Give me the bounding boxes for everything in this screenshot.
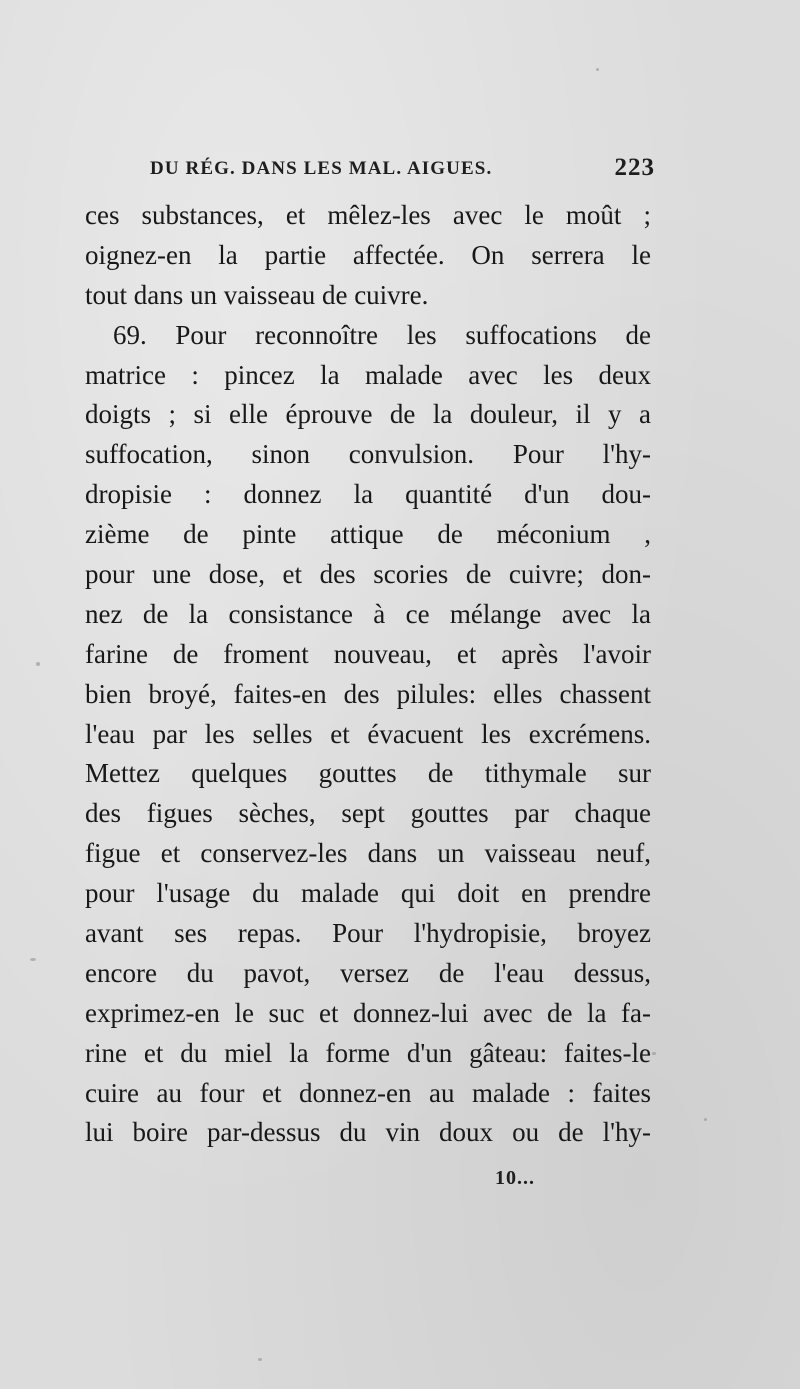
text-line: oignez-en la partie affectée. On serrera le bbox=[85, 239, 651, 270]
text-line: rine et du miel la forme d'un gâteau: faites-le bbox=[85, 1037, 651, 1068]
paper-speck bbox=[596, 68, 599, 71]
text-line: exprimez-en le suc et donnez-lui avec de la fa- bbox=[85, 997, 651, 1028]
text-line: bien broyé, faites-en des pilules: elles chassent bbox=[85, 678, 651, 709]
text-line: cuire au four et donnez-en au malade : faites bbox=[85, 1077, 651, 1108]
paper-speck bbox=[704, 1118, 707, 1121]
catchword: 10... bbox=[495, 1167, 535, 1189]
page-number: 223 bbox=[614, 154, 655, 181]
text-line: ces substances, et mêlez-les avec le moût ; bbox=[85, 200, 651, 230]
text-line: lui boire par-dessus du vin doux ou de l'hy- bbox=[85, 1117, 651, 1148]
text-line: zième de pinte attique de méconium , bbox=[85, 519, 651, 550]
text-line: Mettez quelques gouttes de tithymale sur bbox=[85, 758, 651, 789]
page-header bbox=[150, 154, 655, 188]
text-line: pour une dose, et des scories de cuivre; don- bbox=[85, 559, 651, 590]
text-line: 69. Pour reconnoître les suffocations de bbox=[113, 319, 651, 350]
text-line: pour l'usage du malade qui doit en prendre bbox=[85, 878, 651, 909]
text-line: farine de froment nouveau, et après l'avoir bbox=[85, 638, 651, 669]
paper-speck bbox=[652, 1052, 656, 1055]
text-line: nez de la consistance à ce mélange avec la bbox=[85, 598, 651, 629]
text-line: figue et conservez-les dans un vaisseau neuf, bbox=[85, 838, 651, 869]
text-line: suffocation, sinon convulsion. Pour l'hy- bbox=[85, 439, 651, 470]
text-line: encore du pavot, versez de l'eau dessus, bbox=[85, 957, 651, 988]
text-line: avant ses repas. Pour l'hydropisie, broyez bbox=[85, 918, 651, 949]
paper-speck bbox=[30, 958, 36, 961]
paper-speck bbox=[258, 1358, 262, 1361]
text-line: tout dans un vaisseau de cuivre. bbox=[85, 279, 429, 310]
running-head: DU RÉG. DANS LES MAL. AIGUES. bbox=[150, 158, 493, 179]
paper-speck bbox=[36, 662, 40, 666]
text-line: dropisie : donnez la quantité d'un dou- bbox=[85, 479, 651, 510]
text-line: matrice : pincez la malade avec les deux bbox=[85, 359, 651, 390]
body-text bbox=[85, 196, 651, 1153]
text-line: des figues sèches, sept gouttes par chaque bbox=[85, 798, 651, 829]
text-line: l'eau par les selles et évacuent les excrémens. bbox=[85, 718, 651, 749]
text-line: doigts ; si elle éprouve de la douleur, il y a bbox=[85, 399, 651, 430]
